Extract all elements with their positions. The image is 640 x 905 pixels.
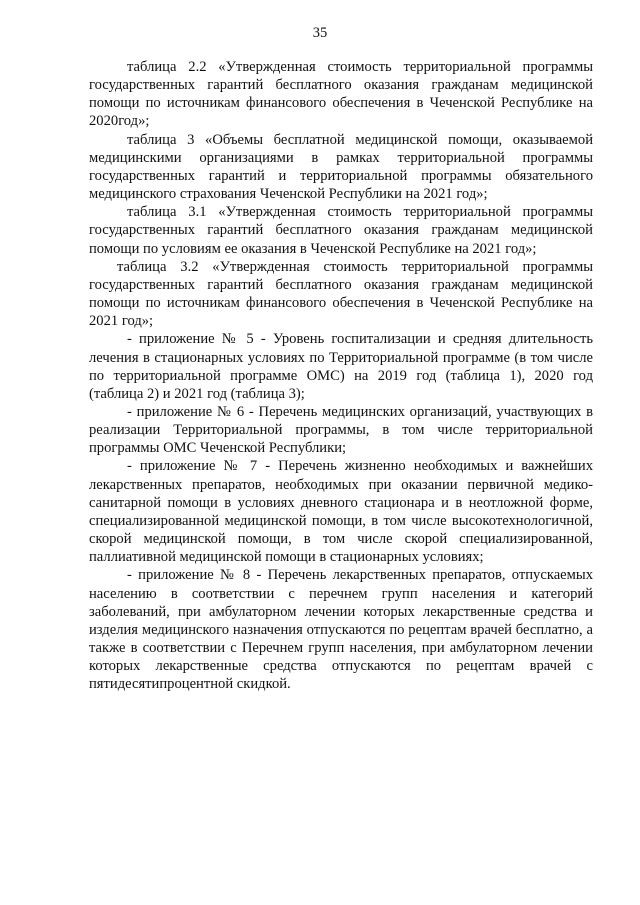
- paragraph-appendix-7: - приложение № 7 - Перечень жизненно необходимых и важнейших лекарственных препаратов, необходимых при оказании первичной медико-санитарной помощи в условиях дневного стационара и в неотложной форме, специализированной медицинской помощи, в том числе высокотехнологичной, скорой медицинской помощи, в том числе скорой специализированной, паллиативной медицинской помощи в стационарных условиях;: [89, 458, 593, 566]
- paragraph-appendix-5: - приложение № 5 - Уровень госпитализации и средняя длительность лечения в стационарных условиях по Территориальной программе (в том числе по территориальной программе ОМС) на 2019 год (таблица 1), 2020 год (таблица 2) и 2021 год (таблица 3);: [89, 331, 593, 402]
- paragraph-appendix-8: - приложение № 8 - Перечень лекарственных препаратов, отпускаемых населению в соответствии с перечнем групп населения и категорий заболеваний, при амбулаторном лечении которых лекарственные средства и изделия медицинского назначения отпускаются по рецептам врачей бесплатно, а также в соответствии с Перечнем групп населения, при амбулаторном лечении которых лекарственные средства отпускаются по рецептам врачей с пятидесятипроцентной скидкой.: [89, 567, 593, 693]
- paragraph-table-3: таблица 3 «Объемы бесплатной медицинской помощи, оказываемой медицинскими организациями в рамках территориальной программы государственных гарантий и территориальной программы обязательного медицинского страхования Чеченской Республики на 2021 год»;: [89, 131, 593, 203]
- paragraph-table-3-2: таблица 3.2 «Утвержденная стоимость территориальной программы государственных гарантий бесплатного оказания гражданам медицинской помощи по источникам финансового обеспечения в Чеченской Республике на 2021 год»;: [89, 258, 593, 330]
- paragraph-table-3-1: таблица 3.1 «Утвержденная стоимость территориальной программы государственных гарантий бесплатного оказания гражданам медицинской помощи по условиям ее оказания в Чеченской Республике на 2021 год»;: [89, 204, 593, 257]
- page-number: 35: [312, 25, 328, 41]
- document-body: [89, 58, 593, 693]
- paragraph-appendix-6: - приложение № 6 - Перечень медицинских организаций, участвующих в реализации Территориальной программы, в том числе территориальной программы ОМС Чеченской Республики;: [89, 403, 593, 457]
- paragraph-table-2-2: таблица 2.2 «Утвержденная стоимость территориальной программы государственных гарантий бесплатного оказания гражданам медицинской помощи по источникам финансового обеспечения в Чеченской Республике на 2020год»;: [89, 59, 593, 130]
